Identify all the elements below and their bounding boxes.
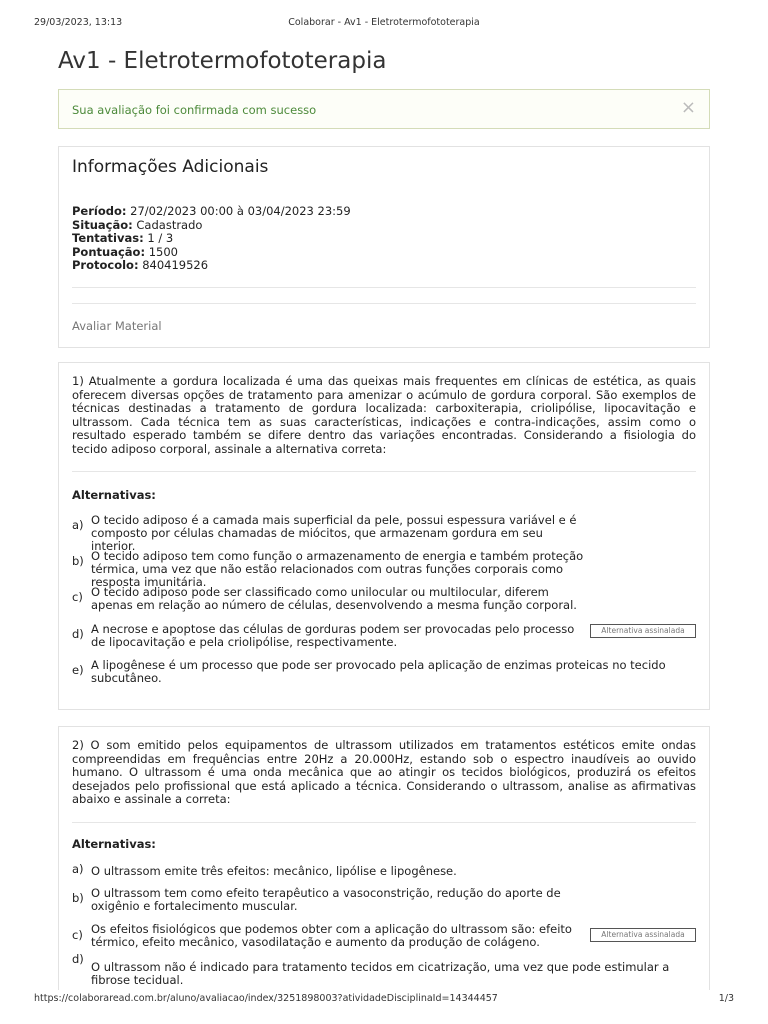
- close-icon[interactable]: ×: [680, 97, 696, 118]
- info-card: [58, 146, 710, 348]
- question-text: 1) Atualmente a gordura localizada é uma das queixas mais frequentes em clínicas de estética, as quais oferecem diversas opções de tratamento para amenizar o acúmulo de gordura corporal. São exemplos de técnicas destinadas a tratamento de gordura localizada: carboxiterapia, criolipólise, lipocavitação e ultrassom. Cada técnica tem as suas características, indicações e contra-indicações, assim como o resultado esperado também se difere dentro das variações encontradas. Considerando a fisiologia do tecido adiposo corporal, assinale a alternativa correta:: [72, 374, 696, 456]
- print-footer: [34, 993, 734, 1007]
- alternative-text: O tecido adiposo é a camada mais superficial da pele, possui espessura variável e é composto por células chamadas de miócitos, que armazenam gordura em seu interior.: [91, 513, 577, 553]
- avaliar-material-link[interactable]: Avaliar Material: [72, 319, 162, 333]
- info-value: 840419526: [142, 258, 209, 272]
- question-card-1: [58, 362, 710, 710]
- alternative-text: Os efeitos fisiológicos que podemos obter com a aplicação do ultrassom são: efeito térmico, efeito mecânico, vasodilatação e aumento da produção de colágeno.: [91, 922, 572, 949]
- alternatives-heading: Alternativas:: [72, 488, 156, 502]
- info-value: 1 / 3: [147, 231, 174, 245]
- alternative-text: A lipogênese é um processo que pode ser provocado pela aplicação de enzimas proteicas no tecido subcutâneo.: [91, 658, 666, 685]
- alternative-letter: b): [72, 891, 84, 905]
- info-label: Pontuação:: [72, 244, 146, 259]
- alternative-text: O ultrassom emite três efeitos: mecânico, lipólise e lipogênese.: [91, 864, 457, 878]
- info-value: Cadastrado: [136, 217, 203, 232]
- success-alert: [58, 89, 710, 129]
- info-label: Tentativas:: [72, 231, 144, 245]
- info-value: 1500: [148, 244, 178, 259]
- alternative-text: O tecido adiposo pode ser classificado como unilocular ou multilocular, diferem apenas em relação ao número de células, desenvolvendo a mesma função corporal.: [91, 585, 577, 612]
- alternative-text: O ultrassom não é indicado para tratamento tecidos em cicatrização, uma vez que pode estimular a fibrose tecidual.: [91, 960, 670, 987]
- alternative-text: O ultrassom tem como efeito terapêutico a vasoconstrição, redução do aporte de oxigênio e fortalecimento muscular.: [91, 886, 561, 913]
- info-label: Período:: [72, 204, 127, 218]
- alternative-letter: c): [72, 928, 83, 942]
- print-title: Colaborar - Av1 - Eletrotermofototerapia: [288, 17, 480, 28]
- alternative-letter: c): [72, 590, 83, 604]
- print-date: 29/03/2023, 13:13: [34, 17, 123, 28]
- page-title: Av1 - Eletrotermofototerapia: [58, 48, 387, 74]
- alternative-letter: a): [72, 862, 84, 876]
- info-list: [72, 205, 351, 273]
- info-row-pontuacao: [72, 246, 351, 260]
- print-header: [34, 17, 734, 31]
- success-message: Sua avaliação foi confirmada com sucesso: [72, 103, 317, 117]
- alternative-letter: e): [72, 663, 84, 677]
- alternative-text: A necrose e apoptose das células de gorduras podem ser provocadas pelo processo de lipocavitação e pela criolipólise, respectivamente.: [91, 622, 575, 649]
- info-value: 27/02/2023 00:00 à 03/04/2023 23:59: [130, 204, 351, 218]
- alternative-letter: a): [72, 518, 84, 532]
- alternative-letter: d): [72, 952, 84, 966]
- divider: [72, 471, 696, 472]
- page-number: 1/3: [718, 993, 734, 1004]
- divider: [72, 822, 696, 823]
- alternative-letter: d): [72, 627, 84, 641]
- info-row-periodo: [72, 205, 351, 219]
- divider: [72, 287, 696, 288]
- alternative-letter: b): [72, 554, 84, 568]
- question-text: 2) O som emitido pelos equipamentos de ultrassom utilizados em tratamentos estéticos emite ondas compreendidas em frequências entre 20Hz a 20.000Hz, estando sob o espectro inaudíveis ao ouvido humano. O ultrassom é uma onda mecânica que ao atingir os tecidos biológicos, produzirá os efeitos desejados pelo profissional que está aplicado a técnica. Considerando o ultrassom, analise as afirmativas abaixo e assinale a correta:: [72, 738, 696, 806]
- print-url: https://colaboraread.com.br/aluno/avaliacao/index/3251898003?atividadeDisciplinaId=14344457: [34, 993, 498, 1004]
- info-title: Informações Adicionais: [72, 157, 269, 177]
- info-row-tentativas: [72, 232, 351, 246]
- info-label: Situação:: [72, 217, 133, 232]
- divider: [72, 303, 696, 304]
- alternatives-heading: Alternativas:: [72, 837, 156, 851]
- selected-alternative-badge: Alternativa assinalada: [590, 928, 696, 942]
- info-row-situacao: [72, 219, 351, 233]
- info-label: Protocolo:: [72, 258, 139, 272]
- selected-alternative-badge: Alternativa assinalada: [590, 624, 696, 638]
- question-card-2: [58, 726, 710, 990]
- alternative-text: O tecido adiposo tem como função o armazenamento de energia e também proteção térmica, uma vez que não estão relacionados com outras funções corporais como resposta imunitária.: [91, 549, 584, 589]
- info-row-protocolo: [72, 259, 351, 273]
